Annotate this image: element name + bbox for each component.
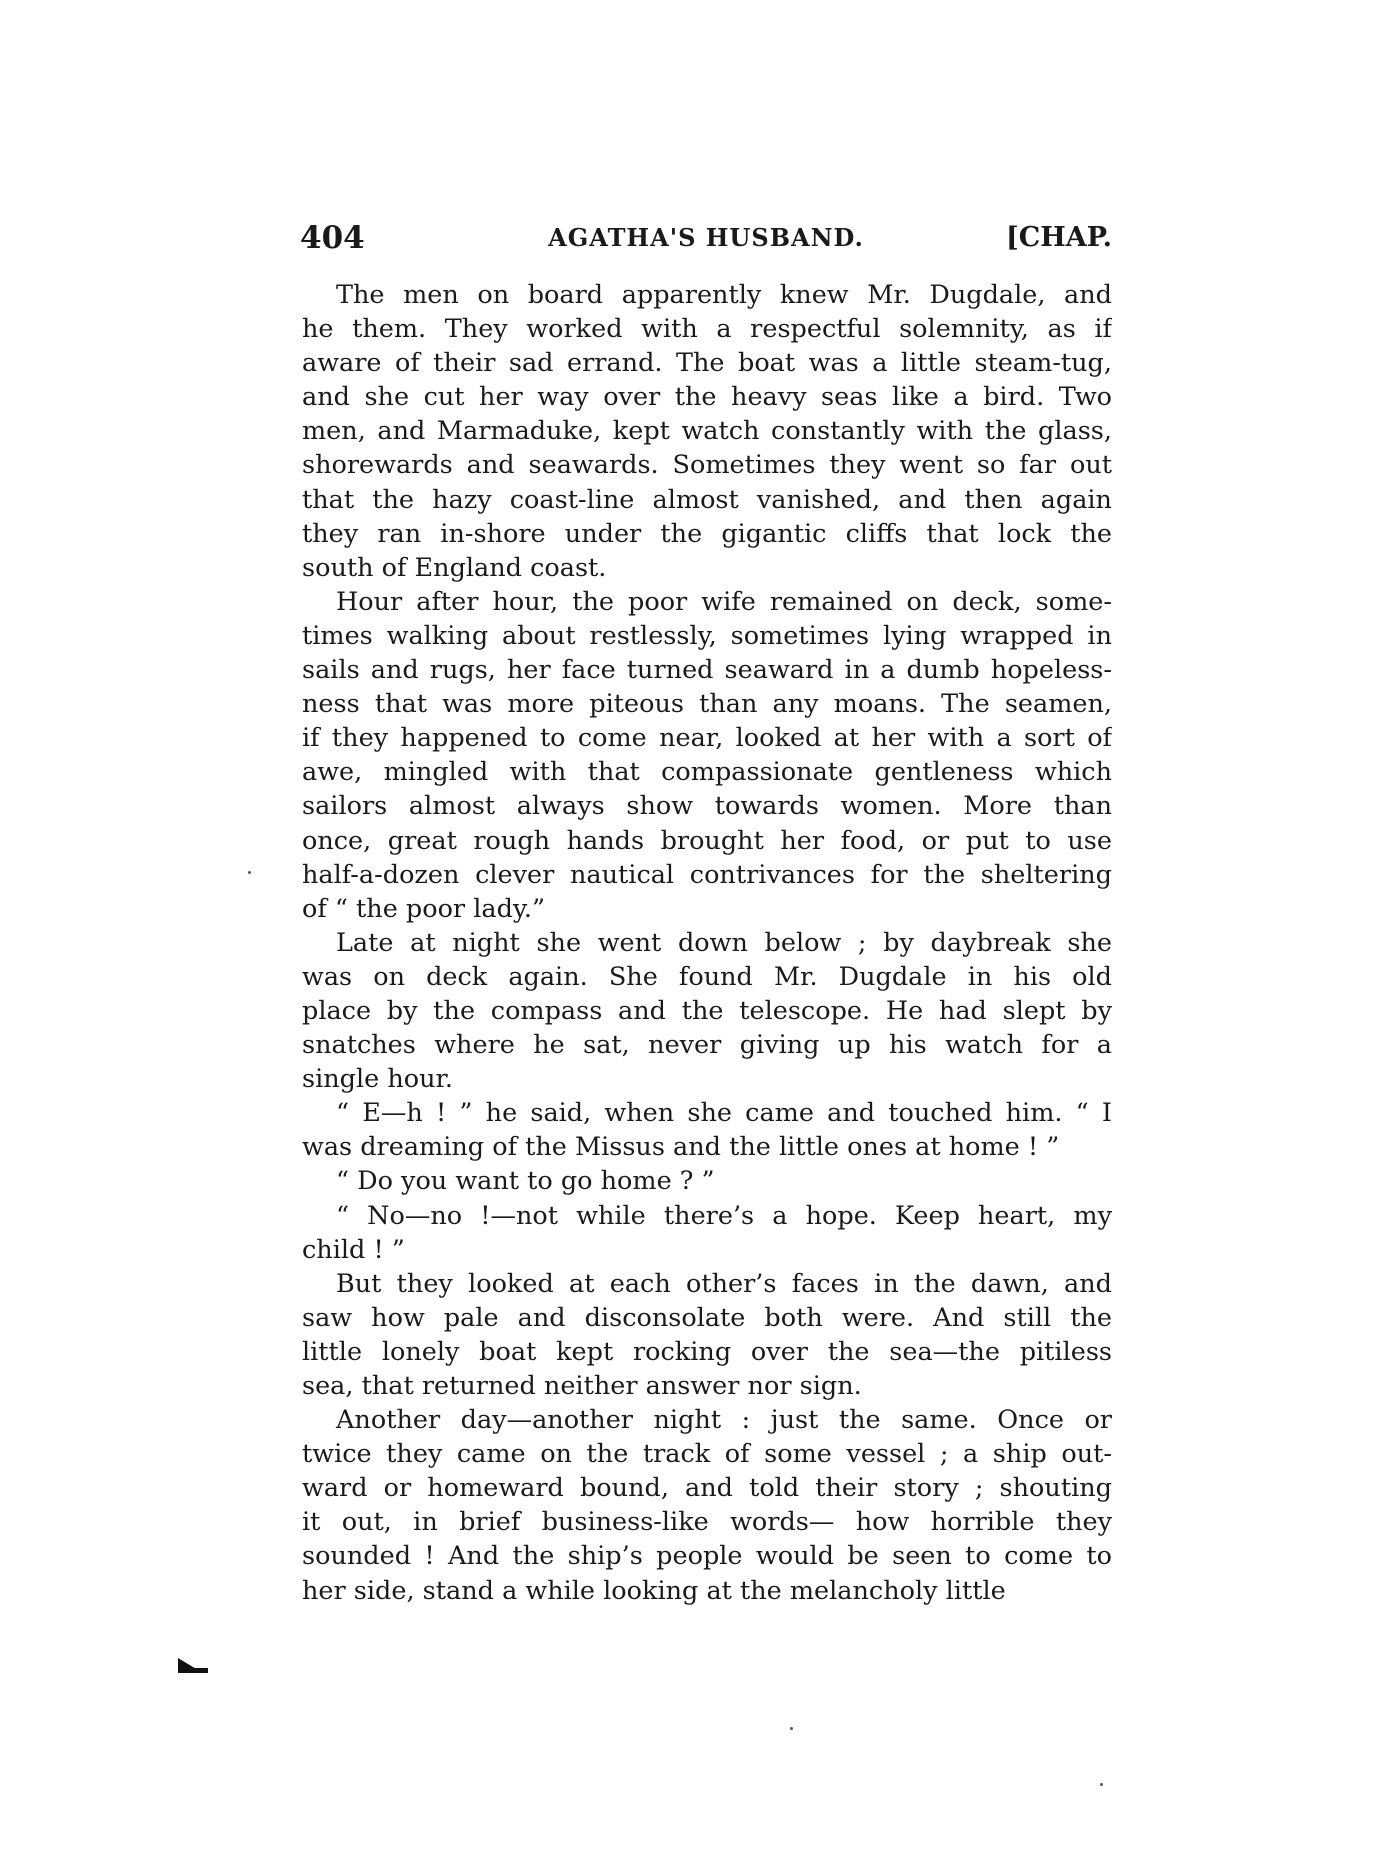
- text-line: child ! ”: [302, 1234, 405, 1265]
- text-line: sailors almost always show towards women. More than: [302, 791, 1112, 822]
- text-line: south of England coast.: [302, 552, 607, 583]
- paragraph: [302, 1096, 1112, 1164]
- paragraph: [302, 278, 1112, 585]
- printer-mark-icon: [178, 1658, 198, 1670]
- text-line: awe, mingled with that compassionate gentleness which: [302, 757, 1112, 788]
- text-line: “ Do you want to go home ? ”: [336, 1166, 715, 1197]
- paragraph: [302, 1267, 1112, 1403]
- running-header: [300, 216, 1112, 260]
- paragraph: [302, 585, 1112, 926]
- text-line: was on deck again. She found Mr. Dugdale in his old: [302, 961, 1112, 992]
- text-line: little lonely boat kept rocking over the sea—the pitiless: [302, 1336, 1112, 1367]
- text-line: twice they came on the track of some vessel ; a ship out-: [302, 1439, 1112, 1470]
- text-line: single hour.: [302, 1064, 454, 1095]
- text-line: and she cut her way over the heavy seas like a bird. Two: [302, 382, 1112, 413]
- print-speck: [1100, 1783, 1103, 1786]
- text-line: ness that was more piteous than any moans. The seamen,: [302, 689, 1112, 720]
- text-line: sounded ! And the ship’s people would be seen to come to: [302, 1541, 1112, 1572]
- text-line: if they happened to come near, looked at her with a sort of: [302, 723, 1112, 754]
- paragraph: [302, 1403, 1112, 1608]
- text-line: he them. They worked with a respectful solemnity, as if: [302, 314, 1112, 345]
- text-line: men, and Marmaduke, kept watch constantly with the glass,: [302, 416, 1112, 447]
- text-line: “ No—no !—not while there’s a hope. Keep heart, my: [336, 1200, 1112, 1231]
- text-line: times walking about restlessly, sometimes lying wrapped in: [302, 620, 1112, 651]
- paragraph: [302, 1164, 1112, 1198]
- paragraph: [302, 1199, 1112, 1267]
- text-line: “ E—h ! ” he said, when she came and touched him. “ I: [336, 1098, 1112, 1129]
- text-line: ward or homeward bound, and told their story ; shouting: [302, 1473, 1112, 1504]
- print-speck: [248, 871, 251, 874]
- running-title: AGATHA'S HUSBAND.: [548, 223, 864, 252]
- text-line: Another day—another night : just the same. Once or: [336, 1405, 1112, 1436]
- text-line: was dreaming of the Missus and the little ones at home ! ”: [302, 1132, 1060, 1163]
- text-line: of “ the poor lady.”: [302, 893, 546, 924]
- text-line: The men on board apparently knew Mr. Dugdale, and: [336, 280, 1112, 310]
- text-line: that the hazy coast-line almost vanished, and then again: [302, 484, 1112, 515]
- page-number: 404: [300, 220, 365, 256]
- text-line: her side, stand a while looking at the melancholy little: [302, 1575, 1006, 1606]
- text-line: sails and rugs, her face turned seaward in a dumb hopeless-: [302, 655, 1112, 686]
- text-line: once, great rough hands brought her food, or put to use: [302, 825, 1112, 856]
- text-line: But they looked at each other’s faces in the dawn, and: [336, 1268, 1112, 1299]
- chapter-mark: [CHAP.: [1006, 222, 1112, 253]
- text-line: they ran in-shore under the gigantic cliffs that lock the: [302, 518, 1112, 549]
- text-line: it out, in brief business-like words— how horrible they: [302, 1507, 1112, 1538]
- text-line: half-a-dozen clever nautical contrivances for the sheltering: [302, 859, 1112, 890]
- text-line: snatches where he sat, never giving up his watch for a: [302, 1030, 1112, 1061]
- text-line: shorewards and seawards. Sometimes they went so far out: [302, 450, 1112, 481]
- text-line: sea, that returned neither answer nor sign.: [302, 1371, 862, 1401]
- print-speck: [790, 1727, 793, 1730]
- text-line: Late at night she went down below ; by daybreak she: [336, 927, 1112, 958]
- text-line: place by the compass and the telescope. He had slept by: [302, 995, 1112, 1026]
- text-line: aware of their sad errand. The boat was a little steam-tug,: [302, 348, 1112, 379]
- paragraph: [302, 926, 1112, 1096]
- text-line: Hour after hour, the poor wife remained on deck, some-: [336, 586, 1112, 617]
- text-line: saw how pale and disconsolate both were. And still the: [302, 1302, 1112, 1333]
- body-text: [302, 278, 1112, 1608]
